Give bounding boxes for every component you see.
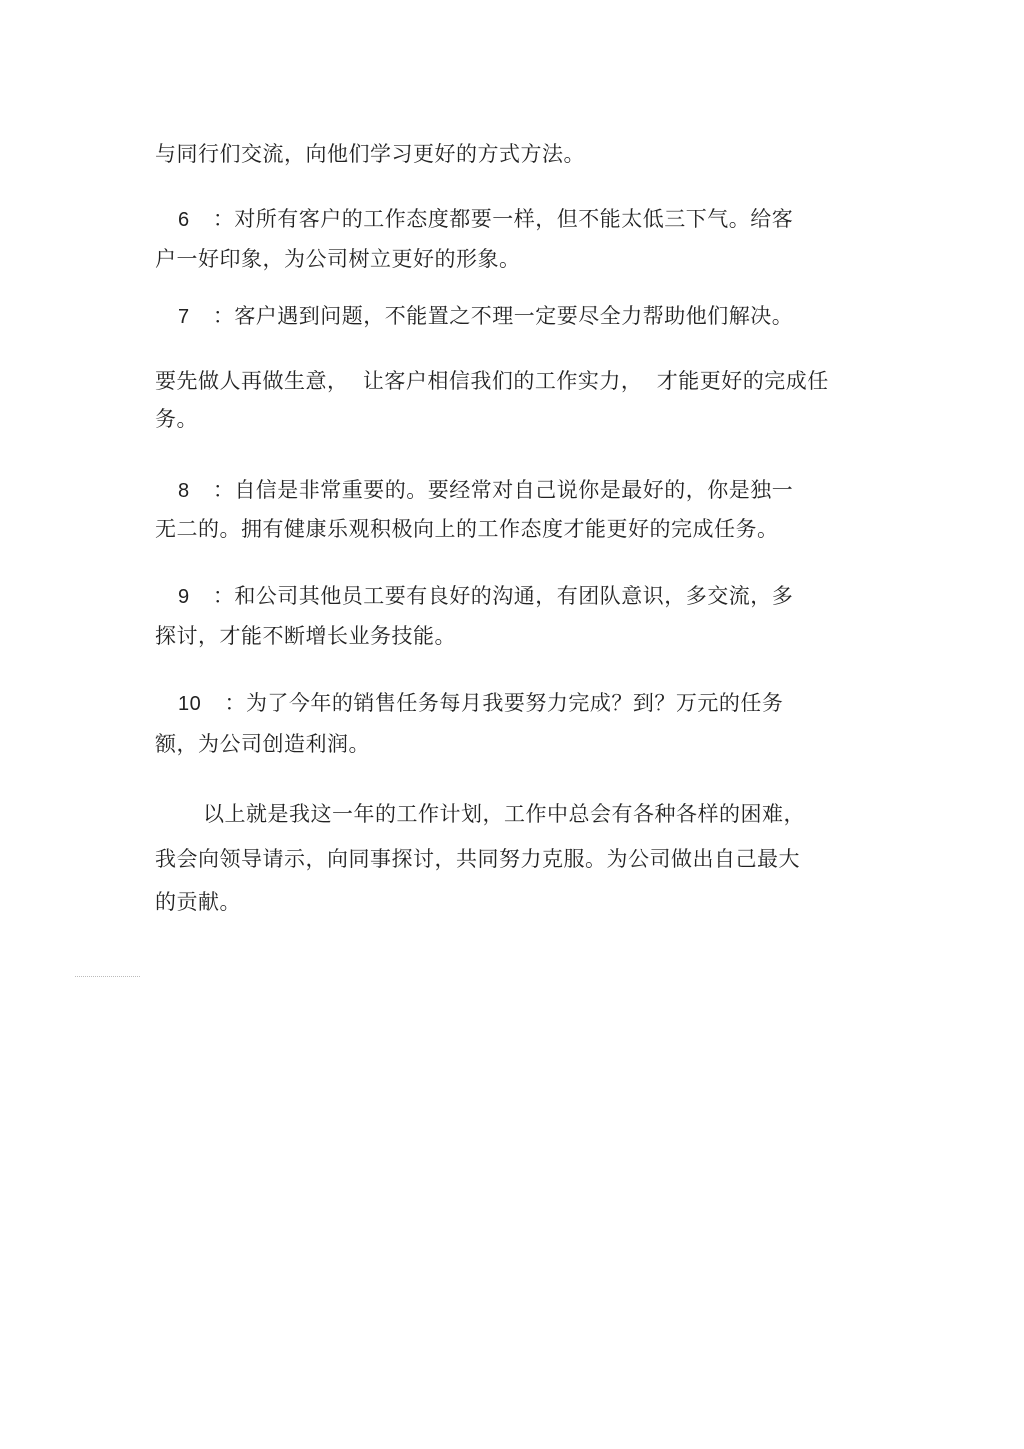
item-colon: ： xyxy=(212,478,235,502)
item-colon: ： xyxy=(224,691,246,715)
item-colon: ： xyxy=(212,584,235,608)
item-7-line-c: 务。 xyxy=(155,407,198,431)
item-9-line-b: 探讨，才能不断增长业务技能。 xyxy=(155,624,456,648)
item-colon: ： xyxy=(212,207,235,231)
item-number: 7 xyxy=(178,306,190,328)
item-6-line-b: 户一好印象，为公司树立更好的形象。 xyxy=(155,247,521,271)
closing-line-b: 我会向领导请示，向同事探讨，共同努力克服。为公司做出自己最大 xyxy=(155,847,800,871)
item-text: 自信是非常重要的。要经常对自己说你是最好的，你是独一 xyxy=(234,478,794,502)
item-colon: ： xyxy=(212,304,235,328)
item-number: 8 xyxy=(178,480,190,502)
item-number: 10 xyxy=(178,693,202,715)
item-number: 9 xyxy=(178,586,190,608)
item-8-line-a xyxy=(178,475,793,506)
paragraph-line: 与同行们交流，向他们学习更好的方式方法。 xyxy=(155,142,585,166)
item-text: 客户遇到问题，不能置之不理一定要尽全力帮助他们解决。 xyxy=(234,304,794,328)
item-text: 和公司其他员工要有良好的沟通，有团队意识，多交流，多 xyxy=(234,584,794,608)
item-text: 对所有客户的工作态度都要一样，但不能太低三下气。给客 xyxy=(234,207,794,231)
item-7-line-b: 要先做人再做生意， 让客户相信我们的工作实力， 才能更好的完成任 xyxy=(155,369,829,393)
item-7-line-a xyxy=(178,301,793,332)
closing-line-c: 的贡献。 xyxy=(155,890,241,914)
item-8-line-b: 无二的。拥有健康乐观积极向上的工作态度才能更好的完成任务。 xyxy=(155,517,779,541)
item-text: 为了今年的销售任务每月我要努力完成？到？万元的任务 xyxy=(245,691,784,715)
item-10-line-a xyxy=(178,688,783,719)
item-10-line-b: 额，为公司创造利润。 xyxy=(155,732,370,756)
item-9-line-a xyxy=(178,581,793,612)
item-number: 6 xyxy=(178,209,190,231)
footnote-rule xyxy=(75,976,140,977)
item-6-line-a xyxy=(178,204,793,235)
closing-line-a: 以上就是我这一年的工作计划，工作中总会有各种各样的困难， xyxy=(203,802,805,826)
